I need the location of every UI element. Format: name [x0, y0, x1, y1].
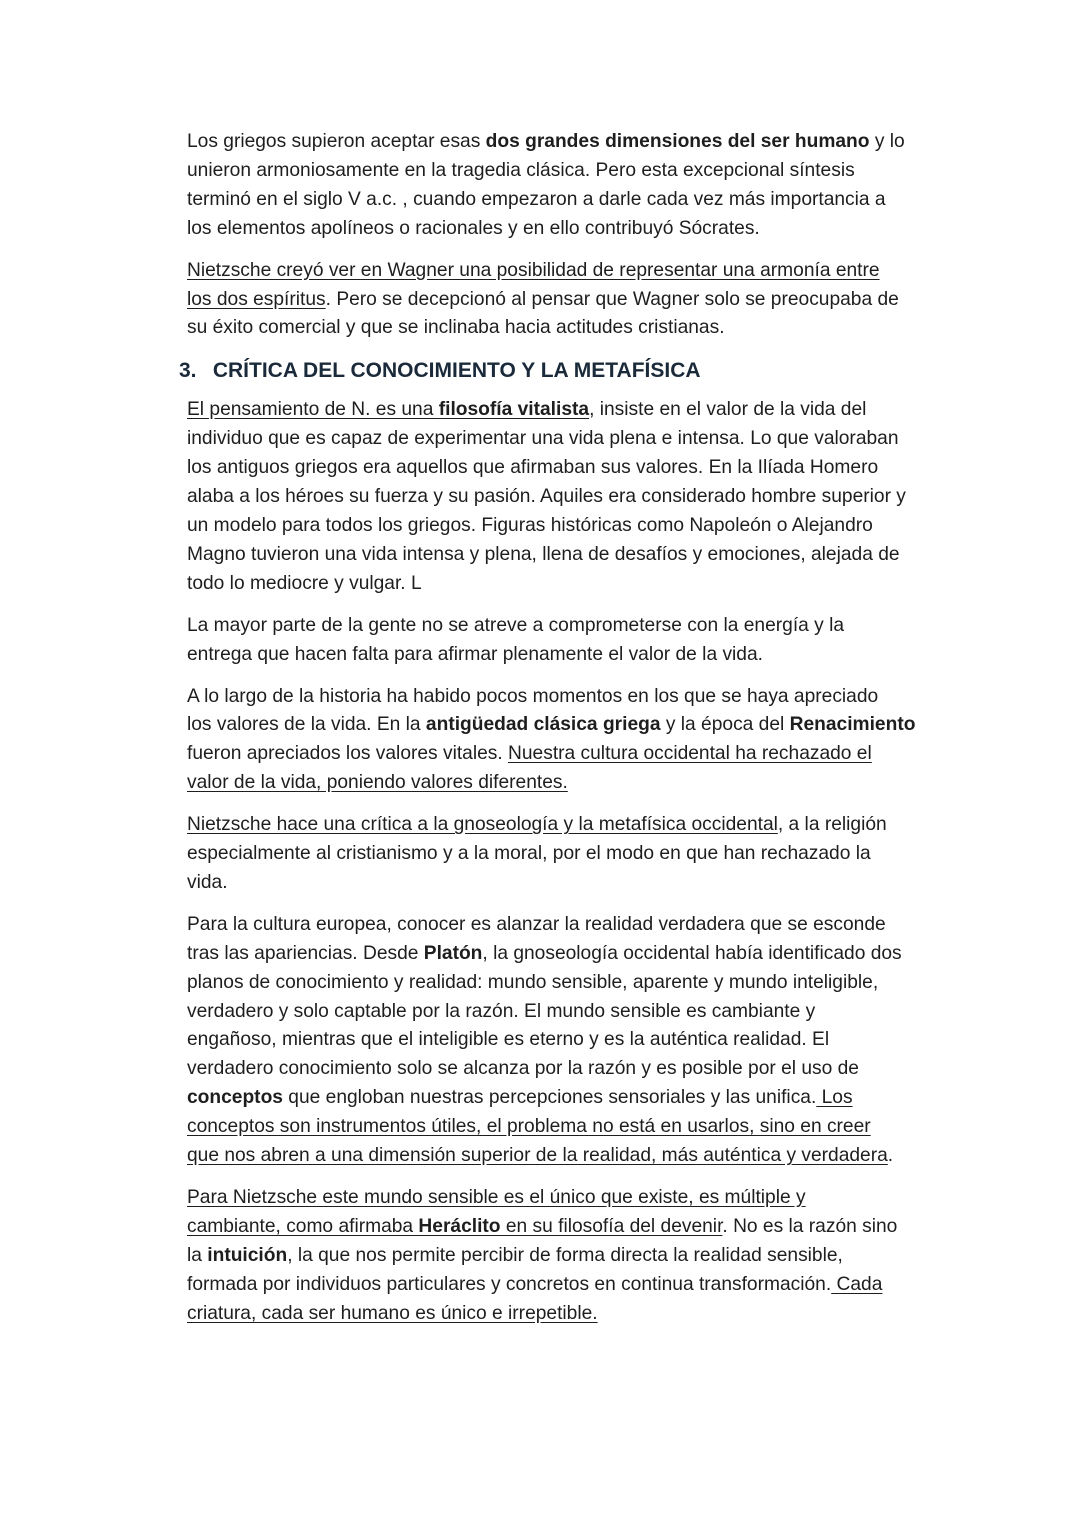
text-line: [187, 1142, 947, 1171]
text-line: [187, 969, 947, 998]
text-line: [187, 512, 947, 541]
text-run: que nos abren a una dimensión superior de la realidad, más auténtica y verdadera: [187, 1145, 888, 1167]
text-line: [187, 1084, 947, 1113]
text-run: Platón: [423, 942, 483, 964]
text-line: [187, 483, 947, 512]
text-run: especialmente al cristianismo y a la moral, por el modo en que han rechazado la: [187, 843, 871, 865]
text-run: cambiante, como afirmaba: [187, 1215, 419, 1237]
text-run: un modelo para todos los griegos. Figuras históricas como Napoleón o Alejandro: [187, 514, 873, 536]
text-line: [187, 740, 947, 769]
text-run: . Pero se decepcionó al pensar que Wagner solo se preocupaba de: [325, 288, 899, 310]
text-line: [187, 1213, 947, 1242]
text-run: unieron armoniosamente en la tragedia clásica. Pero esta excepcional síntesis: [187, 159, 855, 181]
text-run: , la gnoseología occidental había identificado dos: [482, 942, 902, 964]
paragraph-p3: [187, 396, 947, 598]
text-run: , la que nos permite percibir de forma directa la realidad sensible,: [287, 1244, 843, 1266]
text-run: verdadero y solo captable por la razón. El mundo sensible es cambiante y: [187, 1000, 816, 1022]
text-run: Para Nietzsche este mundo sensible es el único que existe, es múltiple y: [187, 1187, 806, 1208]
text-line: [187, 1113, 947, 1142]
text-line: [187, 1271, 947, 1300]
text-run: filosofía vitalista: [438, 399, 590, 421]
paragraph-p8: [187, 1184, 947, 1329]
text-line: [187, 840, 947, 869]
text-run: A lo largo de la historia ha habido pocos momentos en los que se haya apreciado: [187, 685, 879, 707]
text-run: intuición: [207, 1244, 288, 1266]
text-run: Renacimiento: [789, 714, 916, 736]
text-run: Los: [816, 1087, 853, 1109]
text-run: los antiguos griegos era aquellos que afirmaban sus valores. En la Ilíada Homero: [187, 457, 879, 479]
text-run: El pensamiento de N. es una: [187, 399, 439, 421]
text-run: conceptos: [187, 1087, 283, 1109]
text-run: , a la religión: [777, 814, 887, 836]
text-line: [187, 425, 947, 454]
text-run: tras las apariencias. Desde: [187, 942, 424, 964]
text-run: fueron apreciados los valores vitales.: [187, 743, 509, 765]
text-run: los dos espíritus: [187, 288, 326, 310]
text-line: [187, 998, 947, 1027]
text-run: Nietzsche hace una crítica a la gnoseología y la metafísica occidental: [187, 814, 778, 836]
intro-section: [187, 128, 947, 343]
text-line: [187, 911, 947, 940]
text-line: [187, 1300, 947, 1329]
text-line: [187, 612, 947, 641]
text-run: los valores de la vida. En la: [187, 714, 426, 736]
text-run: Heráclito: [418, 1215, 501, 1237]
text-run: terminó en el siglo V a.c. , cuando empezaron a darle cada vez más importancia a: [187, 188, 886, 210]
text-run: engañoso, mientras que el inteligible es eterno y es la auténtica realidad. El: [187, 1029, 830, 1051]
text-line: [187, 769, 947, 798]
critique-section: [187, 396, 947, 1328]
text-line: [187, 314, 947, 343]
text-run: La mayor parte de la gente no se atreve a comprometerse con la energía y la: [187, 614, 845, 636]
text-run: la: [187, 1244, 208, 1266]
text-run: antigüedad clásica griega: [425, 714, 661, 736]
text-line: [187, 128, 947, 157]
text-line: [187, 257, 947, 286]
text-run: su éxito comercial y que se inclinaba hacia actitudes cristianas.: [187, 317, 725, 339]
text-line: [187, 1242, 947, 1271]
text-line: [187, 1026, 947, 1055]
text-run: Magno tuvieron una vida intensa y plena, llena de desafíos y emociones, alejada de: [187, 543, 900, 565]
text-run: dos grandes dimensiones del ser humano: [485, 131, 870, 152]
paragraph-p7: [187, 911, 947, 1171]
text-run: criatura, cada ser humano es único e irrepetible.: [187, 1302, 598, 1324]
section-heading: [179, 356, 947, 386]
paragraph-p4: [187, 612, 947, 670]
text-line: [187, 286, 947, 315]
text-run: conceptos son instrumentos útiles, el problema no está en usarlos, sino en creer: [187, 1116, 871, 1138]
text-run: Nuestra cultura occidental ha rechazado el: [508, 743, 872, 765]
text-line: [187, 869, 947, 898]
text-run: Para la cultura europea, conocer es alanzar la realidad verdadera que se esconde: [187, 913, 886, 935]
text-run: entrega que hacen falta para afirmar plenamente el valor de la vida.: [187, 643, 763, 665]
text-run: planos de conocimiento y realidad: mundo sensible, aparente y mundo inteligible,: [187, 971, 879, 993]
text-line: [187, 683, 947, 712]
text-line: [187, 811, 947, 840]
text-run: valor de la vida, poniendo valores diferentes.: [187, 772, 568, 794]
text-run: que engloban nuestras percepciones sensoriales y las unifica.: [282, 1087, 817, 1109]
section-title: CRÍTICA DEL CONOCIMIENTO Y LA METAFÍSICA: [212, 359, 701, 383]
text-line: [187, 570, 947, 599]
text-run: Los griegos supieron aceptar esas: [187, 131, 486, 152]
text-run: todo lo mediocre y vulgar. L: [187, 572, 422, 594]
section-number: 3.: [179, 359, 197, 383]
paragraph-p5: [187, 683, 947, 799]
text-run: formada por individuos particulares y concretos en continua transformación.: [187, 1273, 832, 1295]
text-line: [187, 186, 947, 215]
text-line: [187, 1184, 947, 1213]
text-line: [187, 541, 947, 570]
text-run: Cada: [831, 1273, 883, 1295]
text-run: . No es la razón sino: [722, 1215, 898, 1237]
paragraph-p2: [187, 257, 947, 344]
text-run: Nietzsche creyó ver en Wagner una posibilidad de representar una armonía entre: [187, 259, 880, 281]
text-line: [187, 396, 947, 425]
text-run: alaba a los héroes su fuerza y su pasión. Aquiles era considerado hombre superior y: [187, 486, 906, 508]
paragraph-p1: [187, 128, 947, 244]
text-line: [187, 641, 947, 670]
document-page: [179, 128, 947, 1342]
text-line: [187, 940, 947, 969]
text-run: los elementos apolíneos o racionales y en ello contribuyó Sócrates.: [187, 217, 760, 239]
text-run: verdadero conocimiento solo se alcanza por la razón y es posible por el uso de: [187, 1058, 859, 1080]
text-line: [187, 454, 947, 483]
text-run: .: [887, 1145, 894, 1167]
text-line: [187, 215, 947, 244]
text-run: vida.: [187, 871, 228, 893]
text-line: [187, 157, 947, 186]
text-run: individuo que es capaz de experimentar una vida plena e intensa. Lo que valoraban: [187, 428, 899, 450]
text-line: [187, 1055, 947, 1084]
paragraph-p6: [187, 811, 947, 898]
text-run: en su filosofía del devenir: [500, 1215, 723, 1237]
text-run: y lo: [869, 131, 905, 152]
text-line: [187, 711, 947, 740]
text-run: y la época del: [660, 714, 790, 736]
text-run: , insiste en el valor de la vida del: [589, 399, 867, 421]
